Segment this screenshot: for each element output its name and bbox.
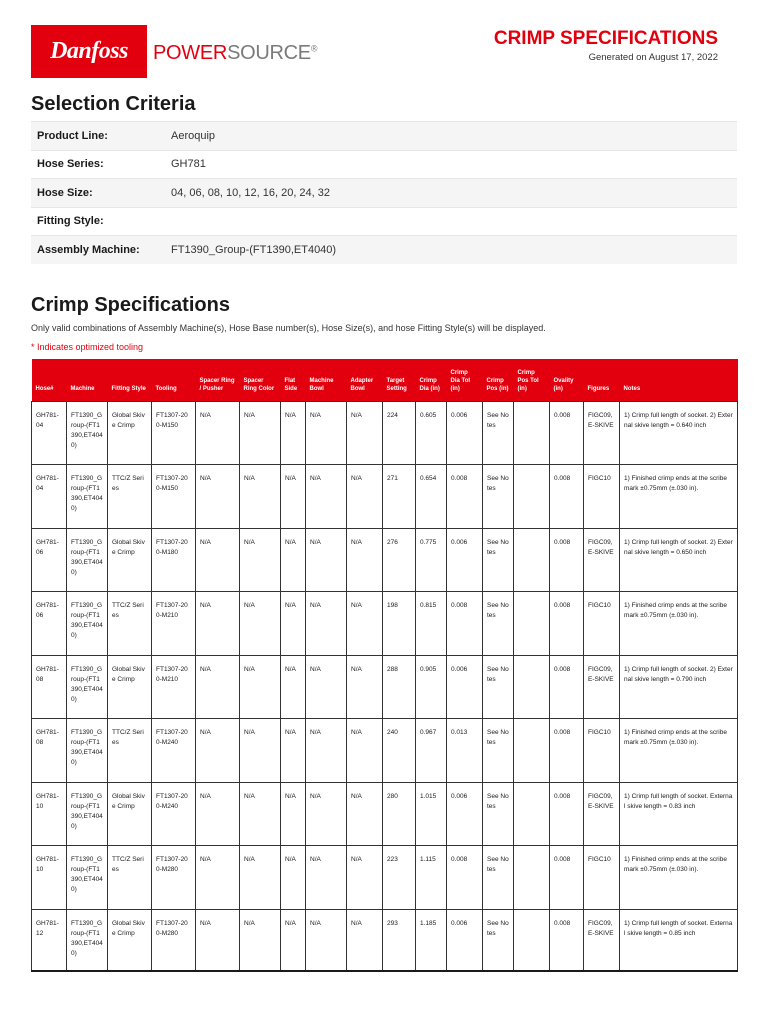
column-header: Crimp Pos (in) (483, 359, 514, 401)
table-cell: 0.008 (550, 465, 584, 529)
table-cell: FIGC09, E-SKIVE (584, 909, 620, 971)
table-cell: N/A (347, 465, 383, 529)
table-cell: N/A (281, 909, 306, 971)
table-cell: GH781-08 (32, 719, 67, 783)
table-cell: 0.006 (447, 528, 483, 592)
table-cell: 0.654 (416, 465, 447, 529)
table-cell: 0.008 (550, 719, 584, 783)
column-header: Figures (584, 359, 620, 401)
table-cell: See Notes (483, 719, 514, 783)
table-cell: N/A (306, 528, 347, 592)
table-cell: 1) Finished crimp ends at the scribe mark ±0.75mm (±.030 in). (620, 719, 738, 783)
table-cell: 1) Finished crimp ends at the scribe mark ±0.75mm (±.030 in). (620, 846, 738, 910)
criteria-value: Aeroquip (171, 129, 216, 142)
table-cell: N/A (196, 846, 240, 910)
column-header: Hose# (32, 359, 67, 401)
table-cell: FT1390_Group-(FT1390,ET4040) (67, 401, 108, 465)
table-cell: FT1307-200-M240 (152, 719, 196, 783)
table-cell: N/A (347, 719, 383, 783)
table-row (32, 782, 738, 846)
table-cell: 0.008 (550, 909, 584, 971)
table-cell: N/A (240, 846, 281, 910)
table-cell: N/A (347, 655, 383, 719)
table-cell: N/A (240, 909, 281, 971)
table-cell: N/A (347, 782, 383, 846)
table-row (32, 719, 738, 783)
table-cell: N/A (306, 592, 347, 656)
column-header: Machine (67, 359, 108, 401)
table-cell: 0.008 (447, 465, 483, 529)
table-cell: FIGC10 (584, 846, 620, 910)
table-cell: TTC/Z Series (108, 465, 152, 529)
table-cell: 0.008 (447, 846, 483, 910)
table-cell: 198 (383, 592, 416, 656)
table-cell: 0.815 (416, 592, 447, 656)
table-cell: GH781-06 (32, 592, 67, 656)
table-cell: 224 (383, 401, 416, 465)
table-cell: N/A (196, 592, 240, 656)
table-cell: 223 (383, 846, 416, 910)
table-cell: GH781-12 (32, 909, 67, 971)
table-cell: FT1390_Group-(FT1390,ET4040) (67, 528, 108, 592)
criteria-value: GH781 (171, 158, 206, 171)
table-cell: N/A (240, 528, 281, 592)
table-cell (514, 782, 550, 846)
table-cell: See Notes (483, 401, 514, 465)
table-cell: Global Skive Crimp (108, 528, 152, 592)
criteria-label: Fitting Style: (37, 215, 104, 228)
table-cell: N/A (240, 592, 281, 656)
table-cell: N/A (196, 401, 240, 465)
table-cell: 0.006 (447, 782, 483, 846)
table-cell: N/A (196, 782, 240, 846)
brand-power: POWER (153, 42, 228, 64)
table-cell: 1) Finished crimp ends at the scribe mark ±0.75mm (±.030 in). (620, 592, 738, 656)
criteria-row-hose-series (31, 150, 737, 179)
column-header: Machine Bowl (306, 359, 347, 401)
table-cell: TTC/Z Series (108, 592, 152, 656)
table-cell: N/A (347, 528, 383, 592)
column-header: Spacer Ring / Pusher (196, 359, 240, 401)
report-title: CRIMP SPECIFICATIONS (493, 28, 718, 49)
table-cell: Global Skive Crimp (108, 401, 152, 465)
criteria-label: Hose Size: (37, 186, 93, 199)
table-row (32, 528, 738, 592)
table-cell: N/A (347, 401, 383, 465)
table-cell: FIGC10 (584, 719, 620, 783)
table-cell: N/A (306, 719, 347, 783)
table-cell: 1.185 (416, 909, 447, 971)
selection-criteria-heading: Selection Criteria (31, 93, 196, 115)
table-cell: GH781-06 (32, 528, 67, 592)
table-cell: N/A (281, 528, 306, 592)
brand-reg: ® (310, 43, 318, 54)
table-cell: FT1390_Group-(FT1390,ET4040) (67, 655, 108, 719)
table-cell: FT1390_Group-(FT1390,ET4040) (67, 846, 108, 910)
table-cell: N/A (196, 909, 240, 971)
table-cell (514, 719, 550, 783)
table-cell: FIGC09, E-SKIVE (584, 655, 620, 719)
table-cell: N/A (281, 655, 306, 719)
table-cell: N/A (196, 465, 240, 529)
table-cell: Global Skive Crimp (108, 782, 152, 846)
table-cell: 0.967 (416, 719, 447, 783)
optimized-tooling-note: * Indicates optimized tooling (31, 342, 144, 352)
logo-text: Danfoss (50, 38, 128, 64)
table-cell: FIGC10 (584, 465, 620, 529)
table-cell: N/A (347, 592, 383, 656)
table-cell: 1) Crimp full length of socket. 2) External skive length = 0.640 inch (620, 401, 738, 465)
table-cell: See Notes (483, 909, 514, 971)
table-cell (514, 846, 550, 910)
table-cell: N/A (306, 782, 347, 846)
table-cell: 0.775 (416, 528, 447, 592)
table-row (32, 846, 738, 910)
table-cell: N/A (240, 719, 281, 783)
table-cell: 0.008 (550, 655, 584, 719)
table-cell: FIGC10 (584, 592, 620, 656)
table-cell: 1) Finished crimp ends at the scribe mark ±0.75mm (±.030 in). (620, 465, 738, 529)
column-header: Fitting Style (108, 359, 152, 401)
table-cell: 0.008 (550, 528, 584, 592)
table-cell: N/A (306, 401, 347, 465)
table-cell: 1.115 (416, 846, 447, 910)
table-cell: FT1390_Group-(FT1390,ET4040) (67, 719, 108, 783)
table-cell: GH781-04 (32, 401, 67, 465)
table-cell: 271 (383, 465, 416, 529)
column-header: Flat Side (281, 359, 306, 401)
table-cell: FT1307-200-M210 (152, 655, 196, 719)
generated-date: Generated on August 17, 2022 (588, 52, 718, 63)
table-cell: 1) Crimp full length of socket. 2) External skive length = 0.650 inch (620, 528, 738, 592)
table-cell: 0.008 (550, 846, 584, 910)
column-header: Notes (620, 359, 738, 401)
table-cell: FT1307-200-M180 (152, 528, 196, 592)
table-header-row (32, 359, 738, 401)
column-header: Ovality (in) (550, 359, 584, 401)
table-row (32, 592, 738, 656)
table-cell: 1) Crimp full length of socket. External skive length = 0.83 inch (620, 782, 738, 846)
table-cell: 1) Crimp full length of socket. External skive length = 0.85 inch (620, 909, 738, 971)
criteria-row-assembly-machine (31, 235, 737, 264)
criteria-value: FT1390_Group-(FT1390,ET4040) (171, 243, 337, 256)
table-cell: FIGC09, E-SKIVE (584, 782, 620, 846)
table-cell (514, 465, 550, 529)
table-cell: FT1390_Group-(FT1390,ET4040) (67, 465, 108, 529)
table-cell: N/A (240, 655, 281, 719)
table-cell: GH781-04 (32, 465, 67, 529)
table-cell: See Notes (483, 528, 514, 592)
table-row (32, 909, 738, 971)
table-cell: FT1307-200-M150 (152, 401, 196, 465)
table-cell: 0.006 (447, 909, 483, 971)
table-cell: N/A (281, 719, 306, 783)
table-cell: 1) Crimp full length of socket. 2) External skive length = 0.790 inch (620, 655, 738, 719)
table-row (32, 401, 738, 465)
table-cell (514, 401, 550, 465)
table-cell: 280 (383, 782, 416, 846)
table-cell: GH781-08 (32, 655, 67, 719)
crimp-specifications-table (31, 359, 738, 972)
table-cell: 0.008 (550, 782, 584, 846)
table-cell: FT1307-200-M280 (152, 909, 196, 971)
table-cell: N/A (196, 719, 240, 783)
table-cell: N/A (281, 465, 306, 529)
table-cell: Global Skive Crimp (108, 909, 152, 971)
table-cell: See Notes (483, 655, 514, 719)
table-cell: 0.013 (447, 719, 483, 783)
table-cell: 0.006 (447, 401, 483, 465)
column-header: Adapter Bowl (347, 359, 383, 401)
table-cell (514, 592, 550, 656)
table-cell: 0.008 (550, 401, 584, 465)
criteria-row-product-line (31, 121, 737, 150)
table-row (32, 655, 738, 719)
table-cell: N/A (347, 846, 383, 910)
table-cell: N/A (281, 846, 306, 910)
table-cell: FT1307-200-M240 (152, 782, 196, 846)
criteria-row-hose-size (31, 178, 737, 207)
powersource-brand (153, 42, 317, 65)
table-cell: 293 (383, 909, 416, 971)
table-cell: See Notes (483, 465, 514, 529)
table-cell: N/A (306, 465, 347, 529)
table-cell: N/A (196, 655, 240, 719)
table-cell: N/A (306, 655, 347, 719)
table-cell: N/A (281, 782, 306, 846)
table-cell: N/A (306, 846, 347, 910)
table-cell: See Notes (483, 782, 514, 846)
table-cell: 0.008 (447, 592, 483, 656)
table-row (32, 465, 738, 529)
table-cell: FIGC09, E-SKIVE (584, 528, 620, 592)
criteria-value: 04, 06, 08, 10, 12, 16, 20, 24, 32 (171, 186, 331, 199)
table-cell: TTC/Z Series (108, 719, 152, 783)
table-cell: 0.006 (447, 655, 483, 719)
criteria-label: Assembly Machine: (37, 243, 140, 256)
table-cell: 0.008 (550, 592, 584, 656)
column-header: Tooling (152, 359, 196, 401)
table-cell: FT1307-200-M150 (152, 465, 196, 529)
table-cell: FT1307-200-M210 (152, 592, 196, 656)
column-header: Crimp Dia Tol (in) (447, 359, 483, 401)
table-cell: N/A (306, 909, 347, 971)
table-cell (514, 528, 550, 592)
column-header: Target Setting (383, 359, 416, 401)
table-cell: N/A (240, 401, 281, 465)
crimp-specifications-heading: Crimp Specifications (31, 294, 230, 316)
table-cell: FT1390_Group-(FT1390,ET4040) (67, 909, 108, 971)
table-cell: 288 (383, 655, 416, 719)
table-cell: N/A (281, 401, 306, 465)
table-cell: N/A (281, 592, 306, 656)
danfoss-logo (31, 25, 147, 78)
brand-source: SOURCE (227, 42, 311, 64)
table-cell: N/A (240, 465, 281, 529)
table-cell (514, 655, 550, 719)
table-cell: See Notes (483, 592, 514, 656)
table-cell: 276 (383, 528, 416, 592)
selection-criteria-table (31, 121, 737, 264)
table-cell: GH781-10 (32, 782, 67, 846)
column-header: Crimp Dia (in) (416, 359, 447, 401)
table-cell: See Notes (483, 846, 514, 910)
table-cell: FT1307-200-M280 (152, 846, 196, 910)
table-cell: 0.605 (416, 401, 447, 465)
column-header: Spacer Ring Color (240, 359, 281, 401)
table-cell: 0.905 (416, 655, 447, 719)
table-cell: GH781-10 (32, 846, 67, 910)
criteria-row-fitting-style (31, 207, 737, 236)
column-header: Crimp Pos Tol (in) (514, 359, 550, 401)
table-cell: N/A (240, 782, 281, 846)
criteria-label: Product Line: (37, 129, 108, 142)
table-cell: N/A (196, 528, 240, 592)
criteria-label: Hose Series: (37, 158, 104, 171)
table-cell: TTC/Z Series (108, 846, 152, 910)
table-cell: Global Skive Crimp (108, 655, 152, 719)
valid-combinations-note: Only valid combinations of Assembly Machine(s), Hose Base number(s), Hose Size(s), and hose Fitting Style(s) will be displayed. (31, 323, 546, 333)
table-cell (514, 909, 550, 971)
table-cell: FT1390_Group-(FT1390,ET4040) (67, 782, 108, 846)
table-cell: FIGC09, E-SKIVE (584, 401, 620, 465)
table-cell: 1.015 (416, 782, 447, 846)
table-cell: FT1390_Group-(FT1390,ET4040) (67, 592, 108, 656)
table-cell: 240 (383, 719, 416, 783)
table-cell: N/A (347, 909, 383, 971)
